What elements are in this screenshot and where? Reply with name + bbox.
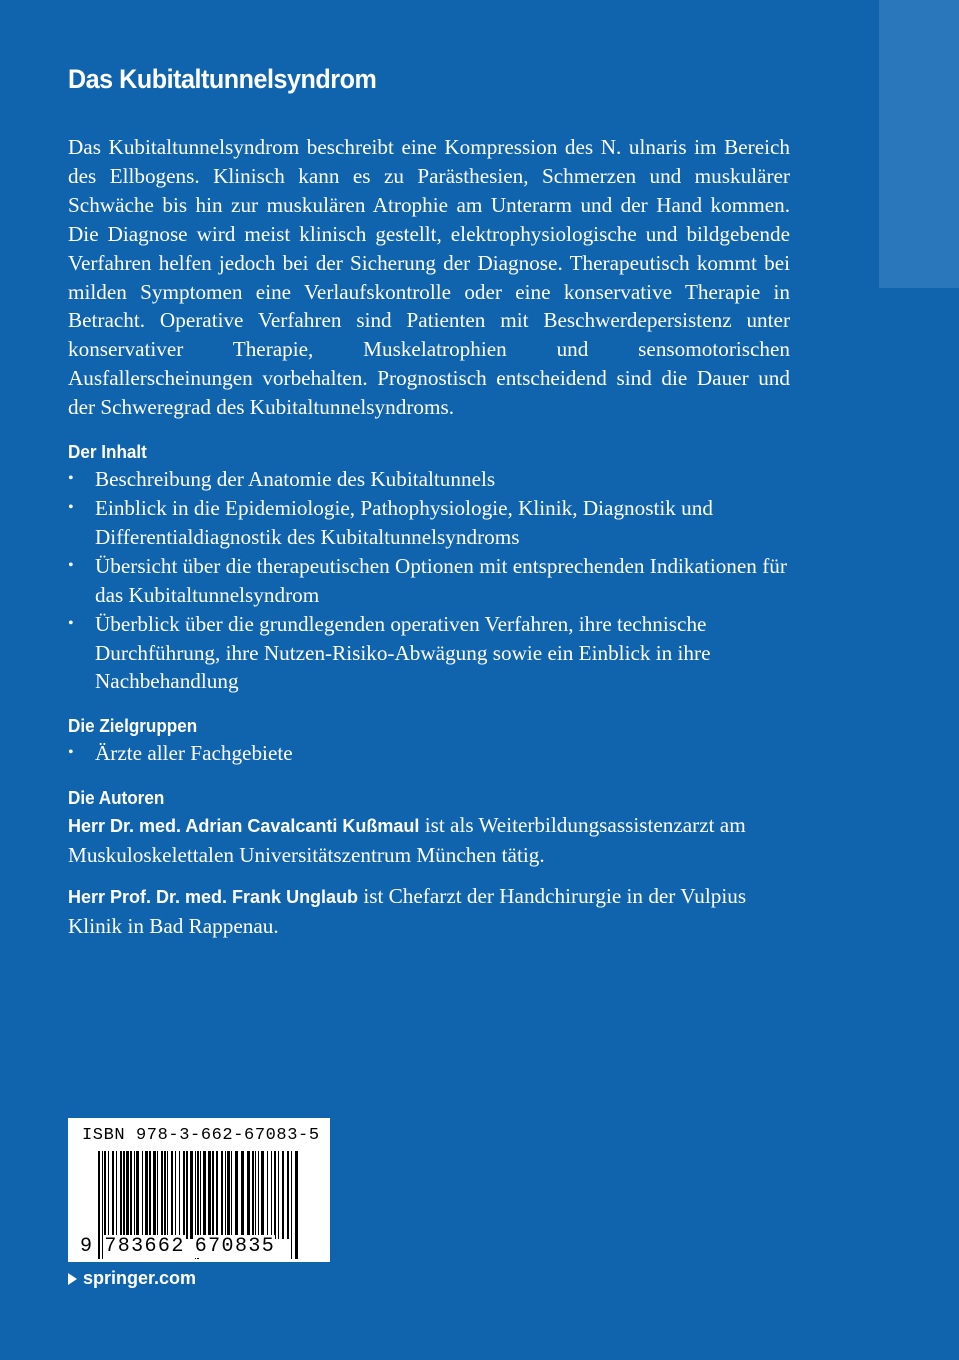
- barcode-bar: [161, 1151, 163, 1239]
- zielgruppen-list: [68, 739, 790, 768]
- barcode-bar: [123, 1151, 125, 1239]
- barcode-bar: [221, 1151, 223, 1239]
- barcode-bar: [271, 1151, 272, 1239]
- accent-strip: [879, 0, 959, 288]
- barcode-bar: [145, 1151, 148, 1239]
- barcode-bar: [252, 1151, 254, 1239]
- barcode-bar: [190, 1151, 193, 1239]
- barcode-bar: [261, 1151, 264, 1239]
- barcode-bar: [175, 1151, 176, 1239]
- barcode-bar: [164, 1151, 166, 1239]
- barcode-bar: [216, 1151, 218, 1239]
- triangle-right-icon: [68, 1273, 77, 1285]
- list-item: • Überblick über die grundlegenden operativen Verfahren, ihre technische Durchführung, ihre Nutzen-Risiko-Abwägung sowie ein Einblick in ihre Nachbehandlung: [68, 611, 711, 694]
- barcode-bar: [153, 1151, 156, 1239]
- bullet-icon: •: [68, 556, 74, 574]
- bullet-icon: •: [68, 744, 74, 762]
- barcode-bar: [274, 1151, 276, 1239]
- barcode-bar: [212, 1151, 214, 1239]
- barcode-bar: [134, 1151, 135, 1239]
- isbn-label: ISBN 978-3-662-67083-5: [82, 1126, 320, 1145]
- isbn-barcode: [68, 1118, 330, 1262]
- author-name: Herr Dr. med. Adrian Cavalcanti Kußmaul: [68, 816, 420, 837]
- barcode-bar: [149, 1151, 151, 1239]
- barcode-bar: [130, 1151, 132, 1239]
- barcode-bar: [183, 1151, 185, 1239]
- barcode-digit-lead: 9: [80, 1235, 93, 1258]
- barcode-bar: [227, 1151, 230, 1239]
- barcode-bar: [235, 1151, 238, 1239]
- barcode-bar: [282, 1151, 284, 1239]
- barcode-bar: [278, 1151, 279, 1239]
- bullet-icon: •: [68, 614, 74, 632]
- barcode-bar: [116, 1151, 117, 1239]
- barcode-bar: [126, 1151, 129, 1239]
- barcode-bar: [142, 1151, 143, 1239]
- barcode-digits: [80, 1235, 320, 1258]
- book-title: Das Kubitaltunnelsyndrom: [68, 64, 377, 94]
- barcode-bar: [225, 1151, 226, 1239]
- barcode-bar: [258, 1151, 259, 1239]
- list-item: • Ärzte aller Fachgebiete: [68, 739, 790, 768]
- barcode-bar: [157, 1151, 158, 1239]
- barcode-bar: [247, 1151, 250, 1239]
- barcode-bar: [108, 1151, 109, 1239]
- section-heading-autoren: Die Autoren: [68, 788, 165, 809]
- barcode-bar: [267, 1151, 268, 1239]
- bullet-icon: •: [68, 498, 74, 516]
- barcode-bar: [136, 1151, 139, 1239]
- inhalt-list: [68, 465, 790, 696]
- publisher-link[interactable]: [68, 1268, 196, 1289]
- bullet-icon: •: [68, 470, 74, 488]
- barcode-bar: [287, 1151, 289, 1239]
- author-bio: ist als Weiterbildungsassistenzarzt am Muskuloskelettalen Universitätszentrum München tätig.: [68, 813, 746, 868]
- barcode-bar: [120, 1151, 122, 1239]
- section-heading-inhalt: Der Inhalt: [68, 442, 147, 463]
- author-entry-2: [68, 882, 790, 941]
- author-name: Herr Prof. Dr. med. Frank Unglaub: [68, 887, 359, 908]
- barcode-bar: [171, 1151, 173, 1239]
- barcode-bar: [186, 1151, 188, 1239]
- author-entry-1: [68, 811, 790, 870]
- barcode-digit-right: 670835: [194, 1235, 276, 1258]
- back-cover-content: [68, 64, 790, 953]
- barcode-bar: [200, 1151, 201, 1239]
- intro-paragraph: Das Kubitaltunnelsyndrom beschreibt eine Kompression des N. ulnaris im Bereich des Ellbogens. Klinisch kann es zu Parästhesien, Schmerzen und muskulärer Schwäche bis hin zur muskulären Atrophie am Unterarm und der Hand kommen. Die Diagnose wird meist klinisch gestellt, elektrophysiologische und bildgebende Verfahren helfen jedoch bei der Sicherung der Diagnose. Therapeutisch kommt bei milden Symptomen eine Verlaufskontrolle oder eine konservative Therapie in Betracht. Operative Verfahren sind Patienten mit Beschwerdepersistenz unter konservativer Therapie, Muskelatrophien und sensomotorischen Ausfallerscheinungen vorbehalten. Prognostisch entscheidend sind die Dauer und der Schweregrad des Kubitaltunnelsyndroms.: [68, 135, 790, 420]
- barcode-bar: [112, 1151, 114, 1239]
- barcode-bar: [104, 1151, 106, 1239]
- barcode-bar: [231, 1151, 232, 1239]
- barcode-bar: [208, 1151, 211, 1239]
- list-item: • Beschreibung der Anatomie des Kubitaltunnels: [68, 465, 790, 494]
- barcode-bar: [167, 1151, 168, 1239]
- author-bio: ist Chefarzt der Handchirurgie in der Vulpius Klinik in Bad Rappenau.: [68, 884, 747, 938]
- barcode-bar: [255, 1151, 256, 1239]
- barcode-digit-left: 783662: [104, 1235, 185, 1258]
- list-item: • Einblick in die Epidemiologie, Pathophysiologie, Klinik, Diagnostik und Differentialdiagnostik des Kubitaltunnelsyndroms: [68, 495, 713, 549]
- section-heading-zielgruppen: Die Zielgruppen: [68, 716, 198, 737]
- list-item: • Übersicht über die therapeutischen Optionen mit entsprechenden Indikationen für das Kubitaltunnelsyndrom: [68, 553, 787, 607]
- barcode-bar: [241, 1151, 244, 1239]
- publisher-url: springer.com: [83, 1268, 197, 1288]
- barcode-bar: [179, 1151, 180, 1239]
- barcode-bar: [203, 1151, 206, 1239]
